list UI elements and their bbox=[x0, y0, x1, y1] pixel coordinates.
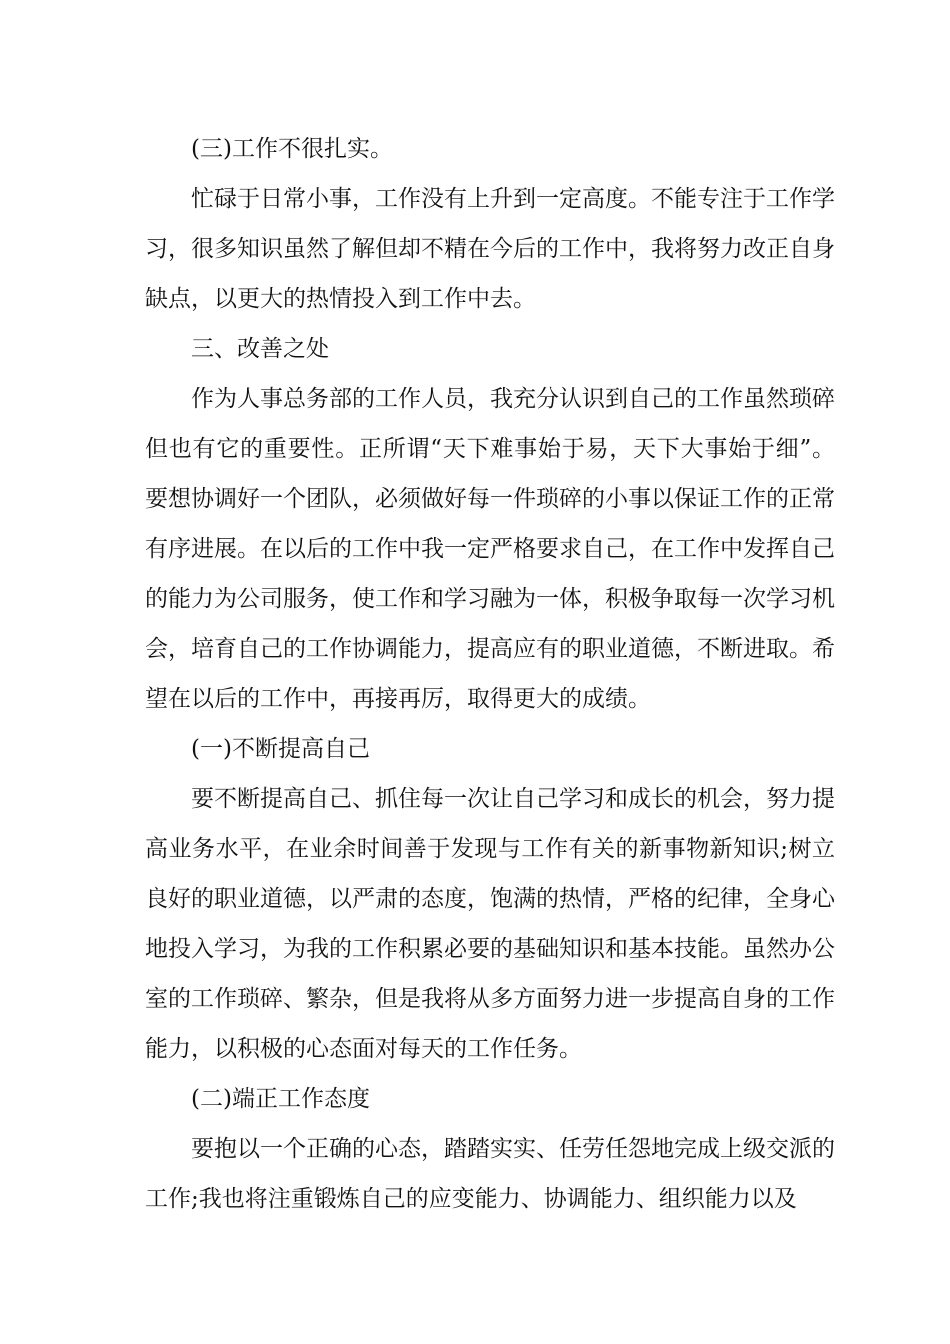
paragraph-correct-mindset: 要抱以一个正确的心态，踏踏实实、任劳任怨地完成上级交派的工作;我也将注重锻炼自己的应变能力、协调能力、组织能力以及 bbox=[145, 1136, 835, 1212]
document-body bbox=[145, 124, 835, 1224]
paragraph-busy-daily-matters: 忙碌于日常小事，工作没有上升到一定高度。不能专注于工作学习，很多知识虽然了解但却不精在今后的工作中，我将努力改正自身缺点，以更大的热情投入到工作中去。 bbox=[145, 186, 835, 312]
paragraph-hr-staff-role: 作为人事总务部的工作人员，我充分认识到自己的工作虽然琐碎但也有它的重要性。正所谓“天下难事始于易，天下大事始于细”。要想协调好一个团队，必须做好每一件琐碎的小事以保证工作的正常有序进展。在以后的工作中我一定严格要求自己，在工作中发挥自己的能力为公司服务，使工作和学习融为一体，积极争取每一次学习机会，培育自己的工作协调能力，提高应有的职业道德，不断进取。希望在以后的工作中，再接再厉，取得更大的成绩。 bbox=[145, 386, 835, 712]
section-heading-work-not-solid: (三)工作不很扎实。 bbox=[191, 136, 393, 162]
section-heading-improvements: 三、改善之处 bbox=[191, 336, 329, 362]
paragraph-improve-self: 要不断提高自己、抓住每一次让自己学习和成长的机会，努力提高业务水平，在业余时间善于发现与工作有关的新事物新知识;树立良好的职业道德，以严肃的态度，饱满的热情，严格的纪律，全身心地投入学习，为我的工作积累必要的基础知识和基本技能。虽然办公室的工作琐碎、繁杂，但是我将从多方面努力进一步提高自身的工作能力，以积极的心态面对每天的工作任务。 bbox=[145, 786, 835, 1062]
section-heading-work-attitude: (二)端正工作态度 bbox=[191, 1086, 370, 1112]
section-heading-self-improvement: (一)不断提高自己 bbox=[191, 736, 370, 762]
